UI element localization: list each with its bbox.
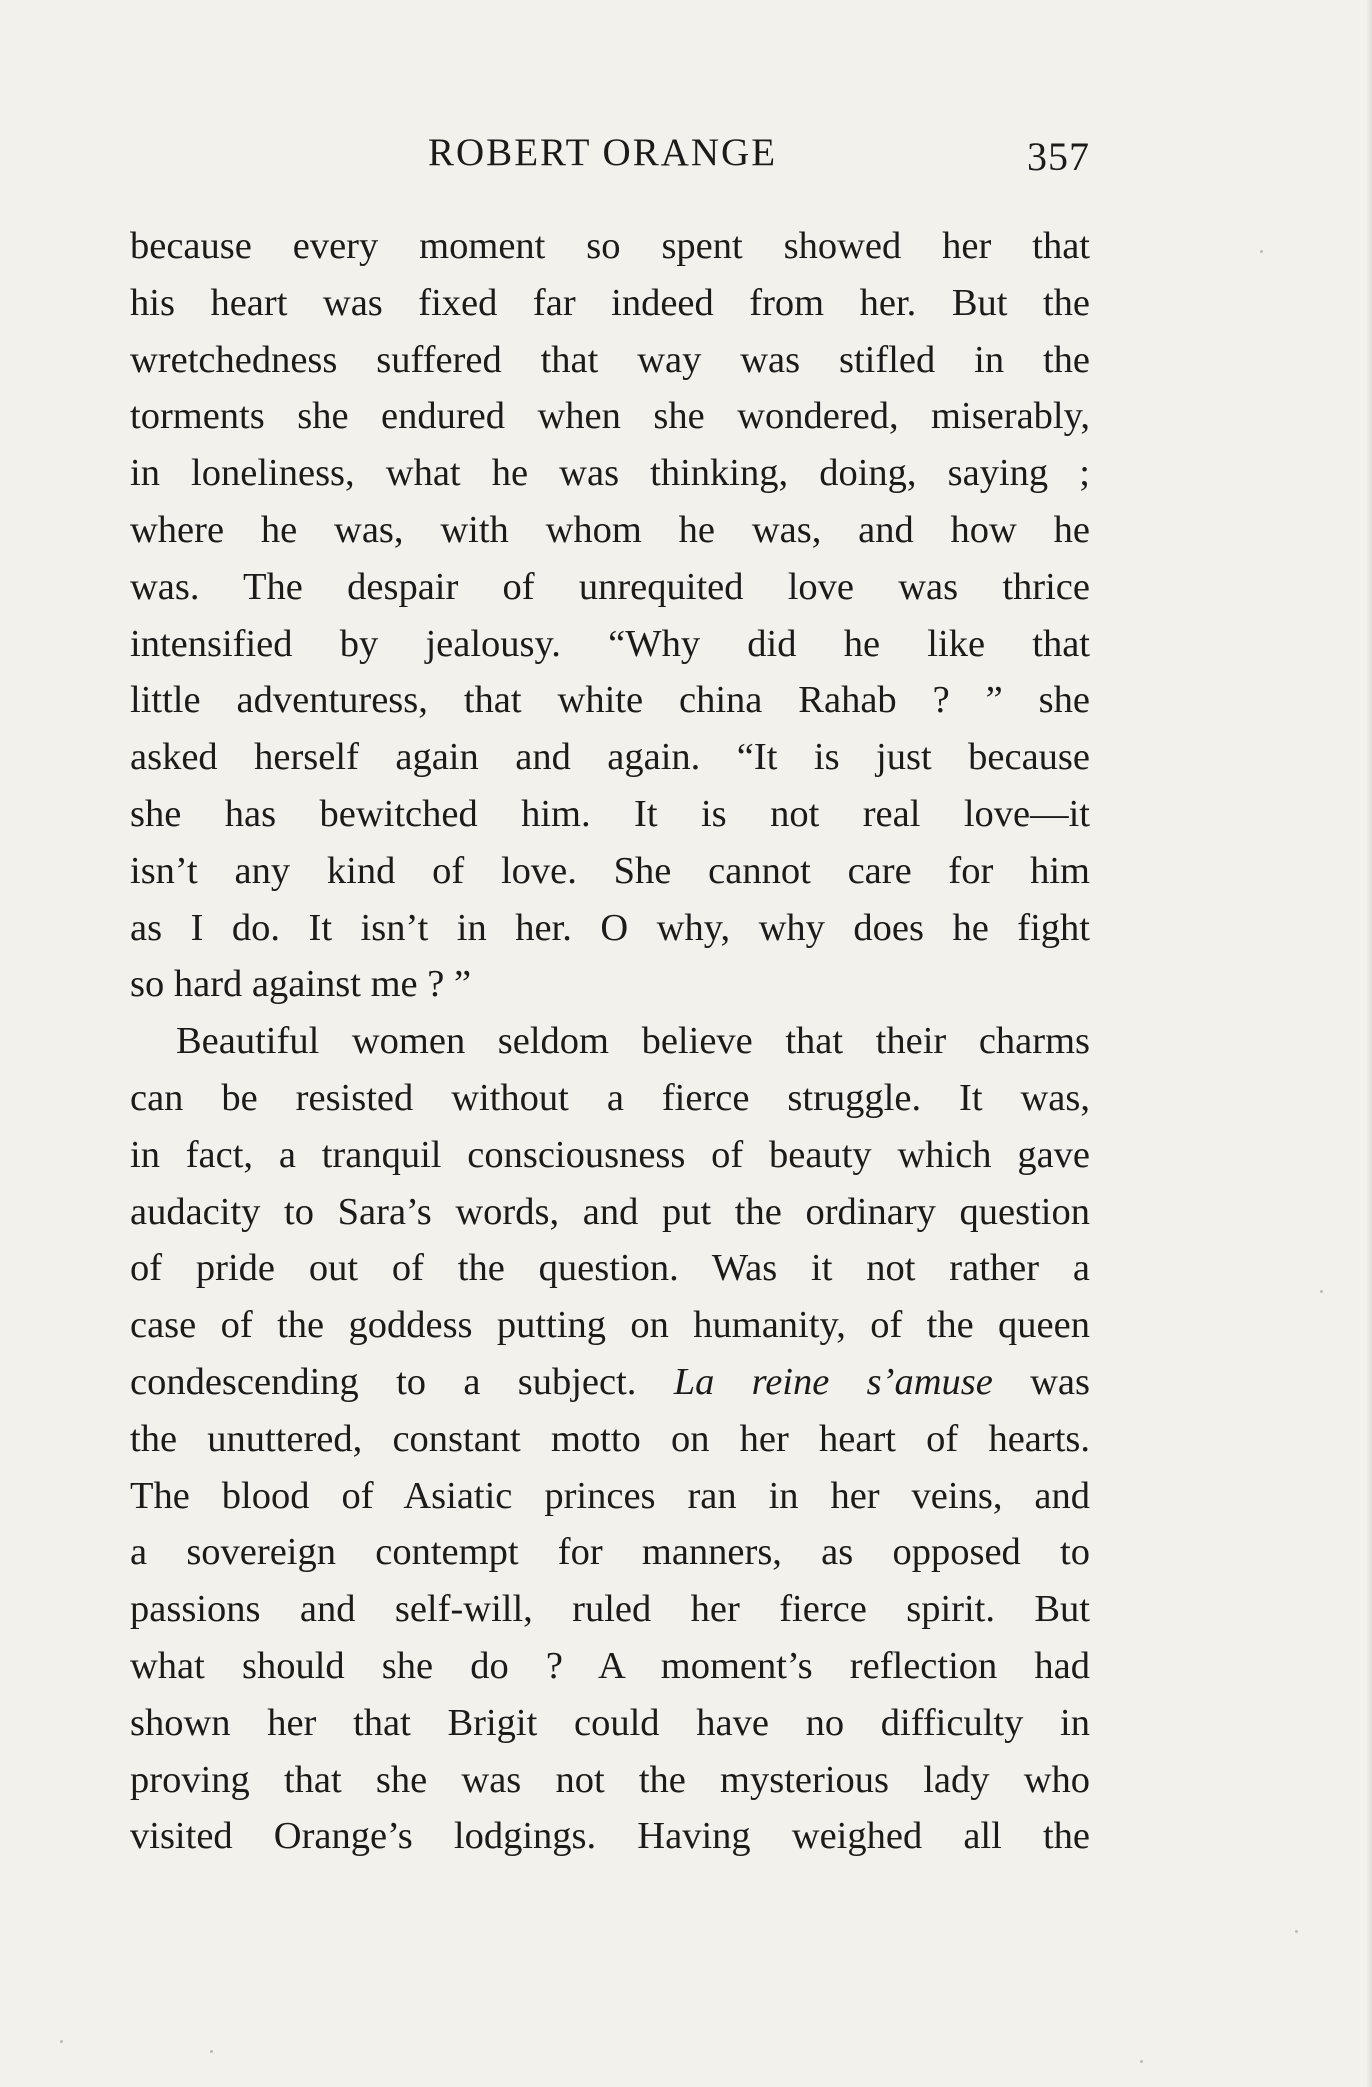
text-line: wretchedness suffered that way was stifled in the	[130, 338, 1090, 381]
paper-speck	[60, 2040, 63, 2043]
text-line: The blood of Asiatic princes ran in her veins, and	[130, 1474, 1090, 1517]
page-header	[130, 128, 1090, 178]
text-fragment: condescending to a subject.	[130, 1360, 674, 1403]
text-line-with-italic	[130, 1354, 1090, 1411]
text-line: was. The despair of unrequited love was thrice	[130, 565, 1090, 608]
italic-phrase: La reine s’amuse	[673, 1360, 993, 1403]
paper-speck	[1320, 1290, 1323, 1293]
paper-speck	[1260, 250, 1263, 253]
text-line: case of the goddess putting on humanity, of the queen	[130, 1304, 1090, 1347]
text-line: a sovereign contempt for manners, as opposed to	[130, 1531, 1090, 1574]
running-title: ROBERT ORANGE	[428, 131, 778, 174]
text-line: as I do. It isn’t in her. O why, why does he fight	[130, 906, 1090, 949]
text-line: his heart was fixed far indeed from her. But the	[130, 281, 1090, 324]
text-line: of pride out of the question. Was it not rather a	[130, 1247, 1090, 1290]
text-line: shown her that Brigit could have no difficulty in	[130, 1701, 1090, 1744]
text-fragment: was	[992, 1360, 1091, 1403]
text-line: because every moment so spent showed her that	[130, 225, 1090, 267]
text-line: proving that she was not the mysterious lady who	[130, 1758, 1090, 1801]
text-line: visited Orange’s lodgings. Having weighed all the	[130, 1815, 1090, 1858]
text-line: isn’t any kind of love. She cannot care for him	[130, 849, 1090, 892]
text-line: asked herself again and again. “It is just because	[130, 736, 1090, 779]
paper-speck	[1140, 2060, 1143, 2063]
text-line: little adventuress, that white china Rahab ? ” she	[130, 679, 1090, 722]
paper-speck	[1295, 1930, 1298, 1933]
body-text	[130, 218, 1090, 1865]
text-line: what should she do ? A moment’s reflection had	[130, 1644, 1090, 1687]
text-line: torments she endured when she wondered, miserably,	[130, 395, 1090, 438]
text-line: she has bewitched him. It is not real love—it	[130, 792, 1090, 835]
text-line: can be resisted without a fierce struggle. It was,	[130, 1076, 1090, 1119]
text-line: in fact, a tranquil consciousness of beauty which gave	[130, 1133, 1090, 1176]
paper-speck	[210, 2050, 213, 2053]
text-line: intensified by jealousy. “Why did he like that	[130, 622, 1090, 665]
page-number: 357	[1027, 134, 1090, 179]
page-edge-shadow	[1366, 0, 1372, 2087]
text-line: where he was, with whom he was, and how he	[130, 508, 1090, 551]
text-line: passions and self-will, ruled her fierce spirit. But	[130, 1588, 1090, 1631]
text-line: audacity to Sara’s words, and put the ordinary question	[130, 1190, 1090, 1233]
text-line: Beautiful women seldom believe that their charms	[176, 1020, 1090, 1063]
text-line: in loneliness, what he was thinking, doing, saying ;	[130, 452, 1090, 495]
text-line: so hard against me ? ”	[130, 963, 472, 1006]
text-line: the unuttered, constant motto on her heart of hearts.	[130, 1417, 1090, 1460]
